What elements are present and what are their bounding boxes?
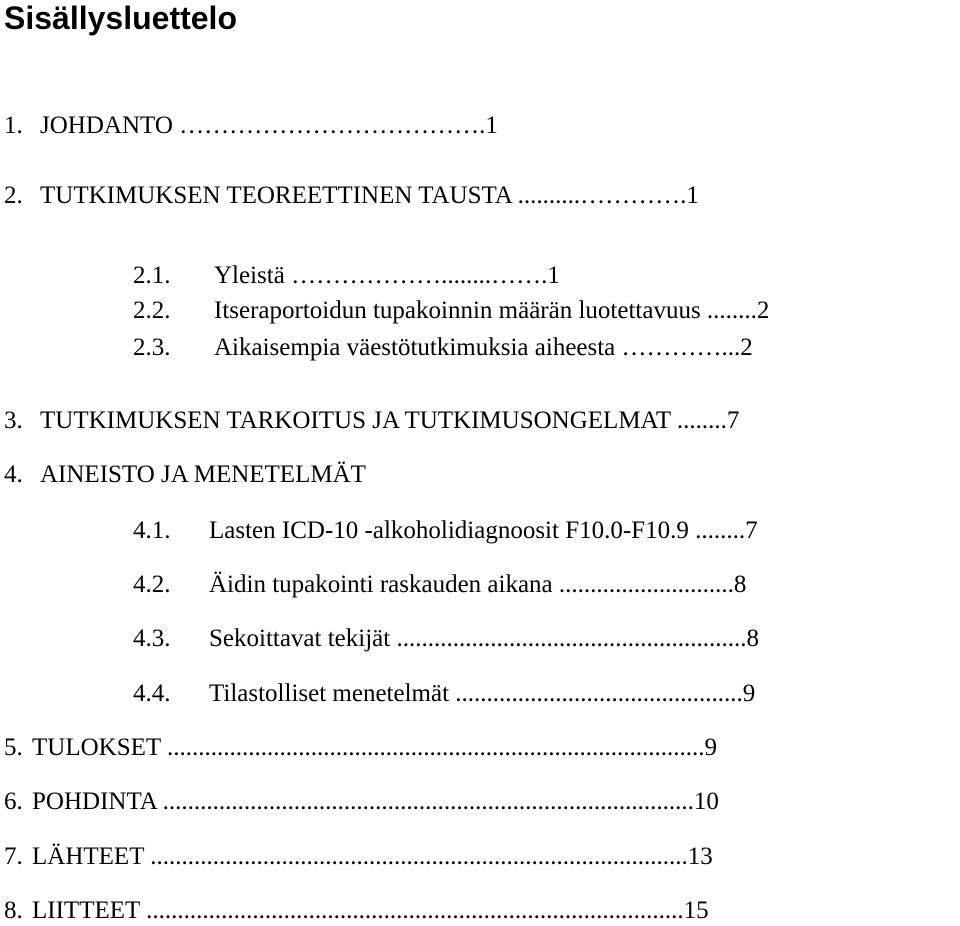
toc-entry-number: 4. xyxy=(4,461,23,488)
toc-entry-number: 3. xyxy=(4,407,23,434)
toc-entry-title: TUTKIMUKSEN TARKOITUS JA TUTKIMUSONGELMAT ........7 xyxy=(40,407,740,434)
toc-entry-number: 4.2. xyxy=(133,571,171,598)
toc-entry-title: Yleistä ………………........…….1 xyxy=(214,262,560,289)
toc-entry-title: JOHDANTO ……………………………….1 xyxy=(40,112,498,139)
toc-entry-title: AINEISTO JA MENETELMÄT xyxy=(40,461,366,488)
toc-entry-number: 2.2. xyxy=(133,297,171,324)
toc-entry-johdanto[interactable] xyxy=(4,111,498,141)
toc-entry-title: Lasten ICD-10 -alkoholidiagnoosit F10.0-F10.9 ........7 xyxy=(209,517,758,544)
toc-entry-number: 2.3. xyxy=(133,334,171,361)
toc-entry-liitteet[interactable] xyxy=(4,896,709,926)
toc-entry-number: 5. xyxy=(4,734,23,761)
toc-entry-number: 6. xyxy=(4,788,23,815)
toc-entry-number: 8. xyxy=(4,897,23,924)
toc-entry-number: 7. xyxy=(4,843,23,870)
toc-entry-number: 2.1. xyxy=(133,262,171,289)
toc-entry-tarkoitus[interactable] xyxy=(4,406,739,436)
toc-entry-title: POHDINTA .....................................................................................10 xyxy=(32,788,719,815)
toc-entry-title: Sekoittavat tekijät ........................................................8 xyxy=(209,625,759,652)
toc-entry-title: Äidin tupakointi raskauden aikana ............................8 xyxy=(209,571,747,598)
toc-entry-title: TUTKIMUKSEN TEOREETTINEN TAUSTA ..........………….1 xyxy=(40,182,699,209)
page-title: Sisällysluettelo xyxy=(4,0,237,36)
toc-entry-number: 4.4. xyxy=(133,680,171,707)
toc-entry-number: 4.3. xyxy=(133,625,171,652)
toc-entry-aikaisempia-tutkimuksia[interactable] xyxy=(133,333,753,363)
toc-entry-pohdinta[interactable] xyxy=(4,787,719,817)
toc-entry-title: Itseraportoidun tupakoinnin määrän luotettavuus ........2 xyxy=(214,297,770,324)
toc-entry-tulokset[interactable] xyxy=(4,733,717,763)
toc-entry-sekoittavat-tekijat[interactable] xyxy=(133,624,759,654)
toc-entry-lahteet[interactable] xyxy=(4,842,713,872)
toc-entry-title: Tilastolliset menetelmät ..............................................9 xyxy=(209,680,756,707)
toc-entry-alkoholidiagnoosit[interactable] xyxy=(133,516,758,546)
toc-entry-aineisto-ja-menetelmat[interactable] xyxy=(4,460,366,490)
toc-entry-teoreettinen-tausta[interactable] xyxy=(4,181,699,211)
toc-entry-number: 1. xyxy=(4,112,23,139)
toc-entry-number: 4.1. xyxy=(133,517,171,544)
toc-entry-yleista[interactable] xyxy=(133,261,560,291)
toc-entry-number: 2. xyxy=(4,182,23,209)
toc-entry-title: TULOKSET ......................................................................................9 xyxy=(32,734,717,761)
toc-entry-tilastolliset-menetelmat[interactable] xyxy=(133,679,755,709)
toc-entry-title: LÄHTEET ......................................................................................13 xyxy=(32,843,713,870)
toc-entry-aidin-tupakointi[interactable] xyxy=(133,570,746,600)
toc-entry-itseraportoidun-tupakointi[interactable] xyxy=(133,296,769,326)
toc-entry-title: Aikaisempia väestötutkimuksia aiheesta …………...2 xyxy=(214,334,753,361)
toc-entry-title: LIITTEET ......................................................................................15 xyxy=(32,897,709,924)
